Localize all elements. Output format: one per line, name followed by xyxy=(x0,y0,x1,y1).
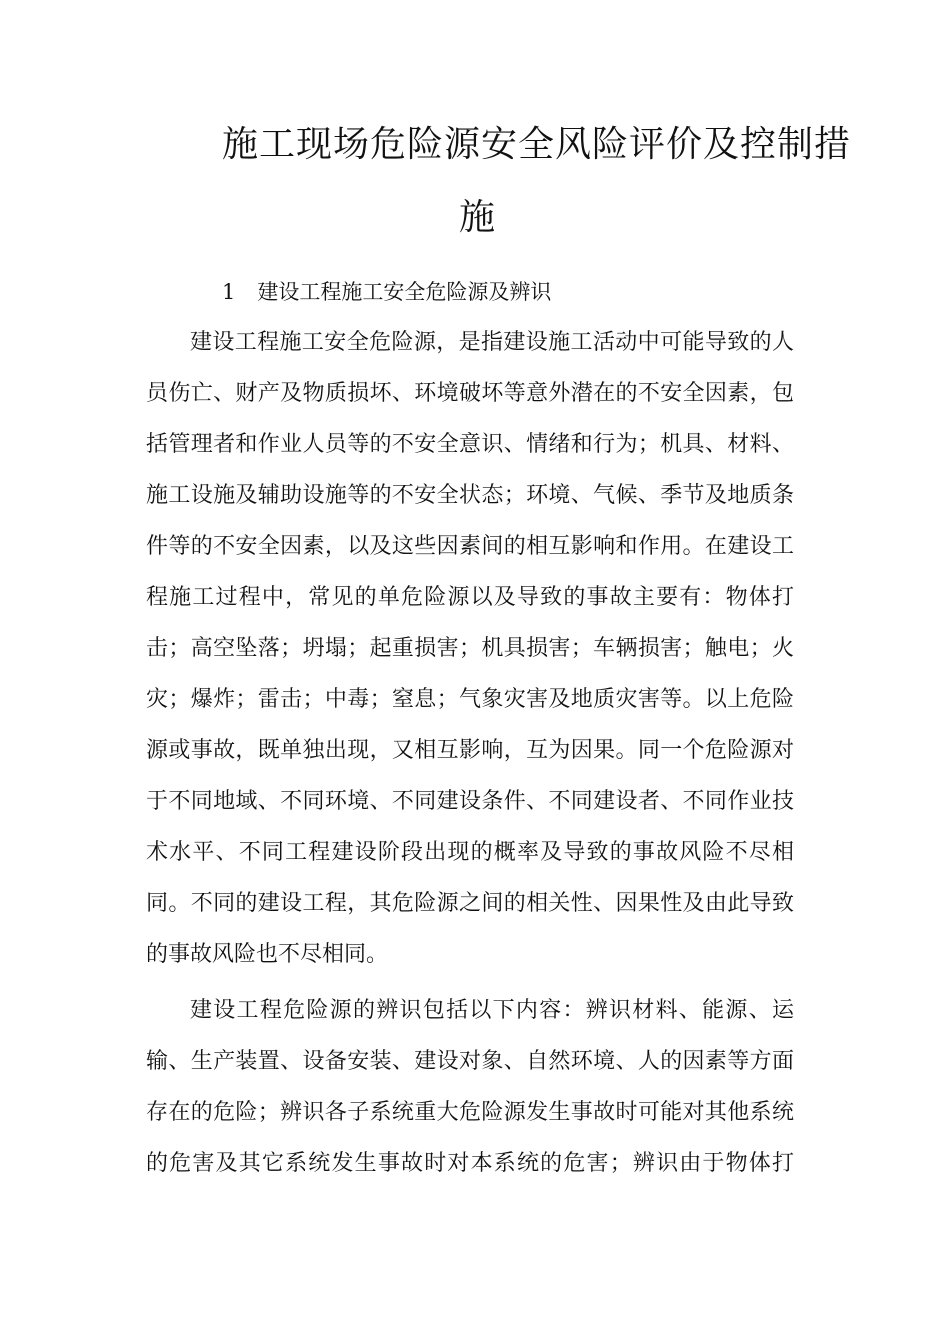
paragraph-line: 的危害及其它系统发生事故时对本系统的危害；辨识由于物体打 xyxy=(146,1151,794,1176)
document-title-line-1: 施工现场危险源安全风险评价及控制措 xyxy=(222,124,852,165)
paragraph-line: 括管理者和作业人员等的不安全意识、情绪和行为；机具、材料、 xyxy=(146,432,794,457)
paragraph-line: 员伤亡、财产及物质损坏、环境破坏等意外潜在的不安全因素，包 xyxy=(146,381,794,406)
section-number: 1 xyxy=(222,280,236,304)
paragraph-line: 程施工过程中，常见的单危险源以及导致的事故主要有：物体打 xyxy=(146,585,794,610)
paragraph-line: 施工设施及辅助设施等的不安全状态；环境、气候、季节及地质条 xyxy=(146,483,794,508)
paragraph-line: 术水平、不同工程建设阶段出现的概率及导致的事故风险不尽相 xyxy=(146,840,794,865)
paragraph-line: 件等的不安全因素，以及这些因素间的相互影响和作用。在建设工 xyxy=(146,534,794,559)
paragraph-line: 同。不同的建设工程，其危险源之间的相关性、因果性及由此导致 xyxy=(146,891,794,916)
paragraph-line: 存在的危险；辨识各子系统重大危险源发生事故时可能对其他系统 xyxy=(146,1100,794,1125)
section-heading-text: 建设工程施工安全危险源及辨识 xyxy=(257,280,552,304)
paragraph-line: 建设工程施工安全危险源，是指建设施工活动中可能导致的人 xyxy=(190,330,794,355)
paragraph-line: 于不同地域、不同环境、不同建设条件、不同建设者、不同作业技 xyxy=(146,789,794,814)
paragraph-line: 建设工程危险源的辨识包括以下内容：辨识材料、能源、运 xyxy=(190,998,794,1023)
paragraph-line: 击；高空坠落；坍塌；起重损害；机具损害；车辆损害；触电；火 xyxy=(146,636,794,661)
document-title-line-2: 施 xyxy=(459,197,497,238)
paragraph-line: 源或事故，既单独出现，又相互影响，互为因果。同一个危险源对 xyxy=(146,738,794,763)
paragraph-line: 的事故风险也不尽相同。 xyxy=(146,942,389,967)
paragraph-line: 灾；爆炸；雷击；中毒；窒息；气象灾害及地质灾害等。以上危险 xyxy=(146,687,794,712)
paragraph-line: 输、生产装置、设备安装、建设对象、自然环境、人的因素等方面 xyxy=(146,1049,794,1074)
section-heading xyxy=(222,282,551,303)
